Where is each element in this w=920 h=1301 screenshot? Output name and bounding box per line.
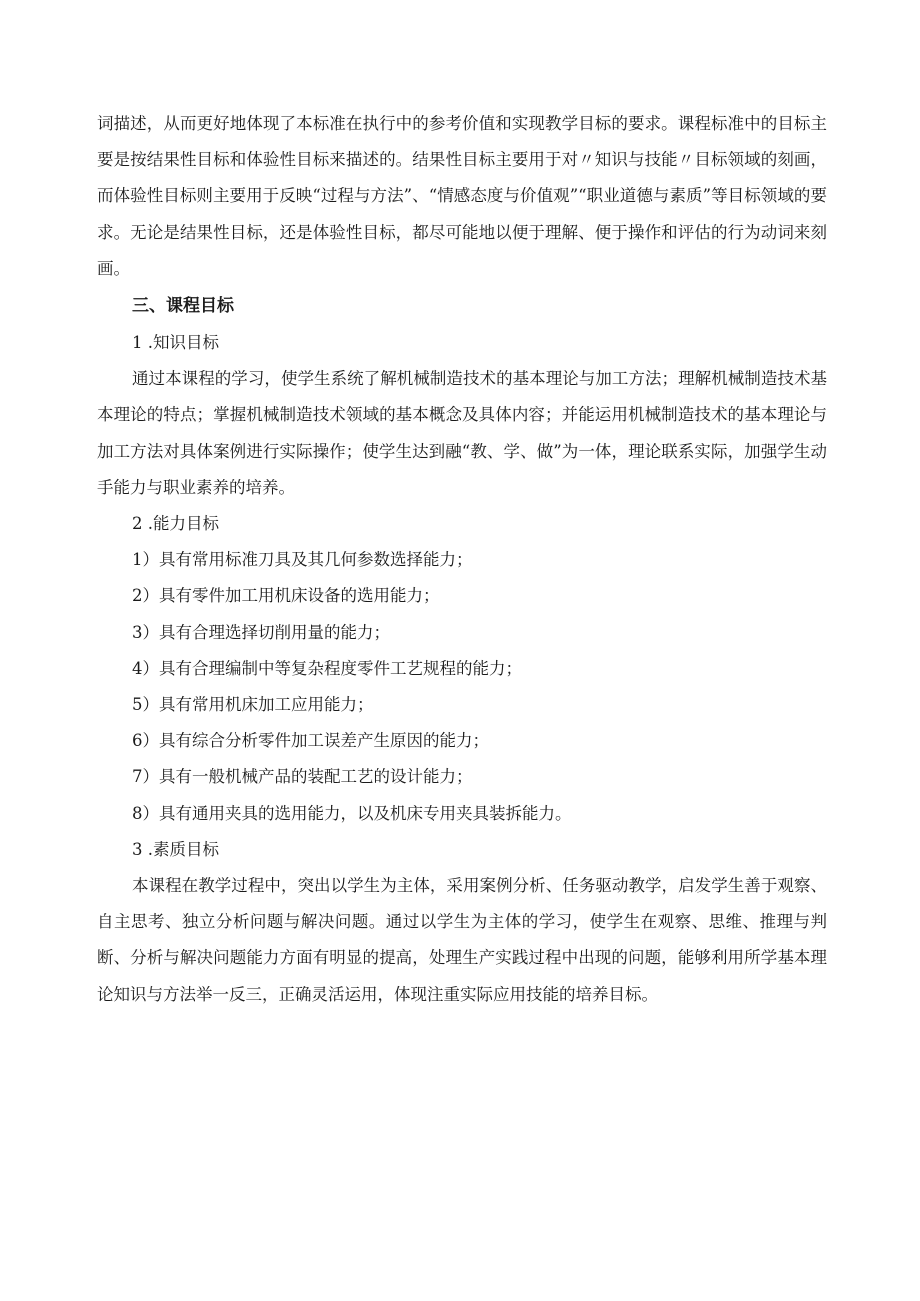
subheading-ability-goals: 2 .能力目标 — [132, 514, 219, 534]
ability-item-5: 5）具有常用机床加工应用能力； — [132, 695, 374, 715]
intro-paragraph: 词描述，从而更好地体现了本标准在执行中的参考价值和实现教学目标的要求。课程标准中的目标主要是按结果性目标和体验性目标来描述的。结果性目标主要用于对〃知识与技能〃目标领域的刻画，而体验性目标则主要用于反映“过程与方法”、“情感态度与价值观”“职业道德与素质”等目标领域的要求。无论是结果性目标，还是体验性目标，都尽可能地以便于理解、便于操作和评估的行为动词来刻画。 — [97, 114, 827, 278]
quality-goals-paragraph: 本课程在教学过程中，突出以学生为主体，采用案例分析、任务驱动教学，启发学生善于观察、自主思考、独立分析问题与解决问题。通过以学生为主体的学习，使学生在观察、思维、推理与判断、分析与解决问题能力方面有明显的提高，处理生产实践过程中出现的问题，能够利用所学基本理论知识与方法举一反三，正确灵活运用，体现注重实际应用技能的培养目标。 — [97, 876, 827, 1004]
section-heading-course-goals: 三、课程目标 — [132, 296, 234, 317]
ability-item-8: 8）具有通用夹具的选用能力，以及机床专用夹具装拆能力。 — [132, 803, 572, 823]
ability-item-3: 3）具有合理选择切削用量的能力； — [132, 622, 390, 642]
subheading-knowledge-goals: 1 .知识目标 — [132, 333, 219, 353]
ability-item-2: 2）具有零件加工用机床设备的选用能力； — [132, 586, 440, 606]
knowledge-goals-paragraph: 通过本课程的学习，使学生系统了解机械制造技术的基本理论与加工方法；理解机械制造技术基本理论的特点；掌握机械制造技术领域的基本概念及具体内容；并能运用机械制造技术的基本理论与加工方法对具体案例进行实际操作；使学生达到融“教、学、做”为一体，理论联系实际，加强学生动手能力与职业素养的培养。 — [97, 369, 827, 497]
document-page — [97, 106, 827, 1013]
ability-item-4: 4）具有合理编制中等复杂程度零件工艺规程的能力； — [132, 658, 522, 678]
ability-item-6: 6）具有综合分析零件加工误差产生原因的能力； — [132, 731, 489, 751]
ability-item-1: 1）具有常用标准刀具及其几何参数选择能力； — [132, 550, 473, 570]
ability-goals-list — [97, 542, 827, 832]
subheading-quality-goals: 3 .素质目标 — [132, 839, 219, 859]
ability-item-7: 7）具有一般机械产品的装配工艺的设计能力； — [132, 767, 473, 787]
